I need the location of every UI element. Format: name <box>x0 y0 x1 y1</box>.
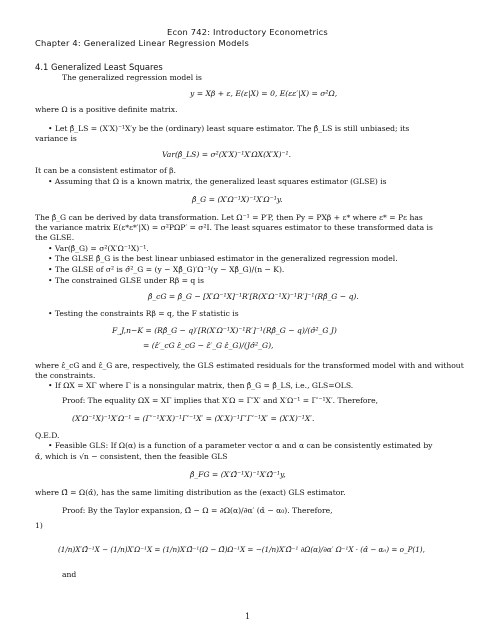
paragraph-line: the variance matrix E(ε*ε*′|X) = σ²PΩP′ = σ²I. The least squares estimator to these transformed data is <box>35 223 433 232</box>
paragraph-line: variance is <box>35 134 77 143</box>
paragraph-line: Proof: By the Taylor expansion, Ω̂ − Ω = ∂Ω(α)/∂α′ (α̂ − α₀). Therefore, <box>62 506 333 515</box>
list-item: • Var(β̂_G) = σ²(X′Ω⁻¹X)⁻¹. <box>48 244 149 253</box>
paragraph-line: Q.E.D. <box>35 431 60 440</box>
paragraph-line: Proof: The equality ΩX = XΓ implies that X′Ω = Γ′X′ and X′Ω⁻¹ = Γ′⁻¹X′. Therefore, <box>62 396 378 405</box>
paragraph-line: The β̂_G can be derived by data transformation. Let Ω⁻¹ = P′P, then Py = PXβ + ε* where ε* = Pε has <box>35 213 423 222</box>
chapter-title: Chapter 4: Generalized Linear Regression Models <box>35 38 249 48</box>
list-item: • Testing the constraints Rβ = q, the F statistic is <box>48 309 239 318</box>
paragraph-line: the constraints. <box>35 371 96 380</box>
paragraph-line: where ε̂_cG and ε̂_G are, respectively, the GLS estimated residuals for the transformed model with and without <box>35 361 464 370</box>
equation: (X′Ω⁻¹X)⁻¹X′Ω⁻¹ = (Γ′⁻¹X′X)⁻¹Γ′⁻¹X′ = (X′X)⁻¹Γ′Γ′⁻¹X′ = (X′X)⁻¹X′. <box>72 414 315 423</box>
equation: β̂_cG = β̂_G − [X′Ω⁻¹X]⁻¹R′[R(X′Ω⁻¹X)⁻¹R′]⁻¹(Rβ̂_G − q). <box>148 292 359 301</box>
section-heading: 4.1 Generalized Least Squares <box>35 62 163 72</box>
equation: β̂_FG = (X′Ω̂⁻¹X)⁻¹X′Ω̂⁻¹y, <box>190 470 286 479</box>
equation: F_J,n−K = (Rβ̂_G − q)′[R(X′Ω⁻¹X)⁻¹R′]⁻¹(Rβ̂_G − q)/(σ̂²_G J) <box>112 326 337 335</box>
paragraph-line: where Ω̂ = Ω(α̂), has the same limiting distribution as the (exact) GLS estimator. <box>35 488 346 497</box>
equation: = (ε̂′_cG ε̂_cG − ε̂′_G ε̂_G)/(Jσ̂²_G), <box>143 341 274 350</box>
list-item: • The GLSE β̂_G is the best linear unbiased estimator in the generalized regression model. <box>48 254 398 263</box>
paragraph-line: It can be a consistent estimator of β. <box>35 166 176 175</box>
paragraph-line: • Let β̂_LS = (X′X)⁻¹X′y be the (ordinary) least square estimator. The β̂_LS is still unbiased; its <box>48 124 410 133</box>
list-item: • The constrained GLSE under Rβ = q is <box>48 276 205 285</box>
list-marker: 1) <box>35 521 43 530</box>
paragraph-line: The generalized regression model is <box>62 73 202 82</box>
paragraph-line: the GLSE. <box>35 233 75 242</box>
equation: y = Xβ + ε, E(ε|X) = 0, E(εε′|X) = σ²Ω, <box>190 89 338 98</box>
page-number: 1 <box>244 612 251 621</box>
paragraph-line: • Assuming that Ω is a known matrix, the generalized least squares estimator (GLSE) is <box>48 177 387 186</box>
equation: β̂_G = (X′Ω⁻¹X)⁻¹X′Ω⁻¹y. <box>192 195 283 204</box>
equation: Var(β̂_LS) = σ²(X′X)⁻¹X′ΩX(X′X)⁻¹. <box>162 150 291 159</box>
paragraph-line: where Ω is a positive definite matrix. <box>35 105 178 114</box>
list-item: • The GLSE of σ² is σ̂²_G = (y − Xβ̂_G)′Ω⁻¹(y − Xβ̂_G)/(n − K). <box>48 265 285 274</box>
equation: (1/n)X′Ω̂⁻¹X − (1/n)X′Ω⁻¹X = (1/n)X′Ω̂⁻¹(Ω − Ω̂)Ω⁻¹X = −(1/n)X′Ω̂⁻¹ ∂Ω(α)/∂α′ Ω⁻¹X · (α̂ − α₀) = o_P(1), <box>58 545 425 554</box>
paragraph-line: and <box>62 570 77 579</box>
list-item: • Feasible GLS: If Ω(α) is a function of a parameter vector α and α can be consistently estimated by <box>48 441 433 450</box>
paragraph-line: α̂, which is √n − consistent, then the feasible GLS <box>35 452 228 461</box>
course-title: Econ 742: Introductory Econometrics <box>167 27 328 37</box>
list-item: • If ΩX = XΓ where Γ is a nonsingular matrix, then β̂_G = β̂_LS, i.e., GLS=OLS. <box>48 381 354 390</box>
